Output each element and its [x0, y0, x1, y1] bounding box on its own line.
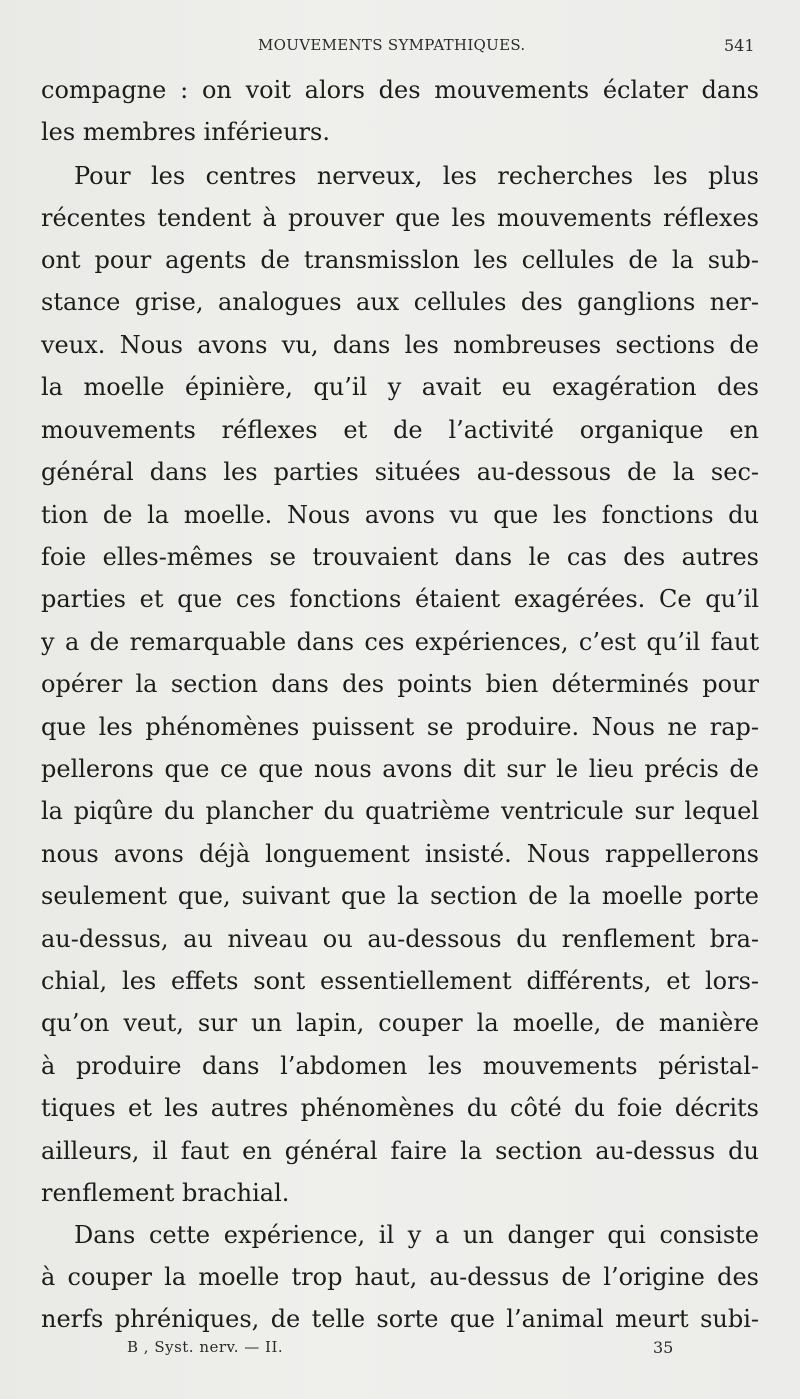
text-line: ont pour agents de transmisslon les cellules de la sub- [41, 246, 759, 274]
text-line: chial, les effets sont essentiellement différents, et lors- [41, 967, 759, 995]
text-line: général dans les parties situées au-dessous de la sec- [41, 458, 759, 486]
text-line: récentes tendent à prouver que les mouvements réflexes [41, 204, 759, 232]
text-line: stance grise, analogues aux cellules des ganglions ner- [41, 288, 759, 316]
text-line: renflement brachial. [41, 1179, 290, 1207]
sheet-number: 35 [653, 1338, 674, 1357]
text-line: opérer la section dans des points bien déterminés pour [41, 670, 759, 698]
text-line: ailleurs, il faut en général faire la section au-dessus du [41, 1137, 759, 1165]
signature-mark: B , Syst. nerv. — II. [127, 1338, 284, 1356]
text-line: Pour les centres nerveux, les recherches les plus [74, 162, 759, 190]
text-line: mouvements réflexes et de l’activité organique en [41, 416, 759, 444]
text-line: compagne : on voit alors des mouvements éclater dans [41, 76, 759, 104]
text-line: qu’on veut, sur un lapin, couper la moelle, de manière [41, 1009, 759, 1037]
text-line: la piqûre du plancher du quatrième ventricule sur lequel [41, 797, 759, 825]
running-title: MOUVEMENTS SYMPATHIQUES. [258, 36, 526, 54]
text-line: au-dessus, au niveau ou au-dessous du renflement bra- [41, 925, 759, 953]
text-line: la moelle épinière, qu’il y avait eu exagération des [41, 373, 759, 401]
text-line: nous avons déjà longuement insisté. Nous rappellerons [41, 840, 759, 868]
text-line: parties et que ces fonctions étaient exagérées. Ce qu’il [41, 585, 759, 613]
page-number: 541 [724, 36, 755, 55]
text-line: veux. Nous avons vu, dans les nombreuses sections de [41, 331, 759, 359]
text-line: y a de remarquable dans ces expériences, c’est qu’il faut [41, 628, 759, 656]
text-line: Dans cette expérience, il y a un danger qui consiste [74, 1221, 759, 1249]
text-line: que les phénomènes puissent se produire. Nous ne rap- [41, 713, 759, 741]
text-line: foie elles-mêmes se trouvaient dans le cas des autres [41, 543, 759, 571]
text-line: à produire dans l’abdomen les mouvements péristal- [41, 1052, 759, 1080]
text-line: tion de la moelle. Nous avons vu que les fonctions du [41, 501, 759, 529]
text-line: seulement que, suivant que la section de la moelle porte [41, 882, 759, 910]
text-line: nerfs phréniques, de telle sorte que l’animal meurt subi- [41, 1305, 759, 1333]
text-line: les membres inférieurs. [41, 118, 330, 146]
text-line: tiques et les autres phénomènes du côté du foie décrits [41, 1094, 759, 1122]
text-line: à couper la moelle trop haut, au-dessus de l’origine des [41, 1263, 759, 1291]
text-line: pellerons que ce que nous avons dit sur le lieu précis de [41, 755, 759, 783]
